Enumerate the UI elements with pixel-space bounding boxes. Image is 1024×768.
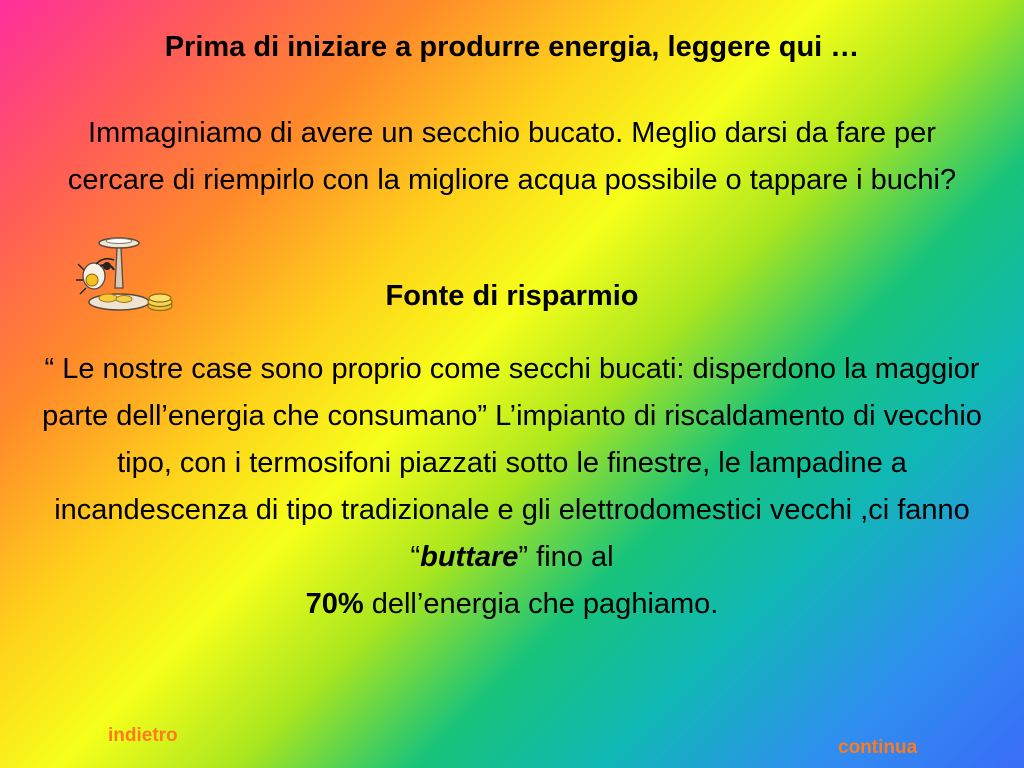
quote-text-part3: dell’energia che paghiamo.	[363, 587, 719, 620]
slide-title: Prima di iniziare a produrre energia, leggere qui …	[164, 31, 860, 63]
quote-text-part1: “ Le nostre case sono proprio come secchi bucati: disperdono la maggior parte dell’energia che consumano” L’impianto di riscaldamento di vecchio tipo, con i termosifoni piazzati sotto le finestre, le lampadine a incandescenza di tipo tradizionale e gli elettrodomestici vecchi ,ci fanno “	[42, 353, 982, 573]
quote-text-part2: ” fino al	[518, 540, 614, 573]
intro-paragraph: Immaginiamo di avere un secchio bucato. Meglio darsi da fare per cercare di riempirlo con la migliore acqua possibile o tappare i buchi?	[67, 117, 957, 196]
quote-percent: 70%	[305, 587, 364, 620]
back-link[interactable]: indietro	[108, 725, 178, 746]
continue-link[interactable]: continua	[838, 737, 918, 758]
quote-emphasis: buttare	[420, 540, 519, 573]
section-subtitle: Fonte di risparmio	[385, 280, 639, 312]
quote-paragraph	[40, 346, 984, 628]
